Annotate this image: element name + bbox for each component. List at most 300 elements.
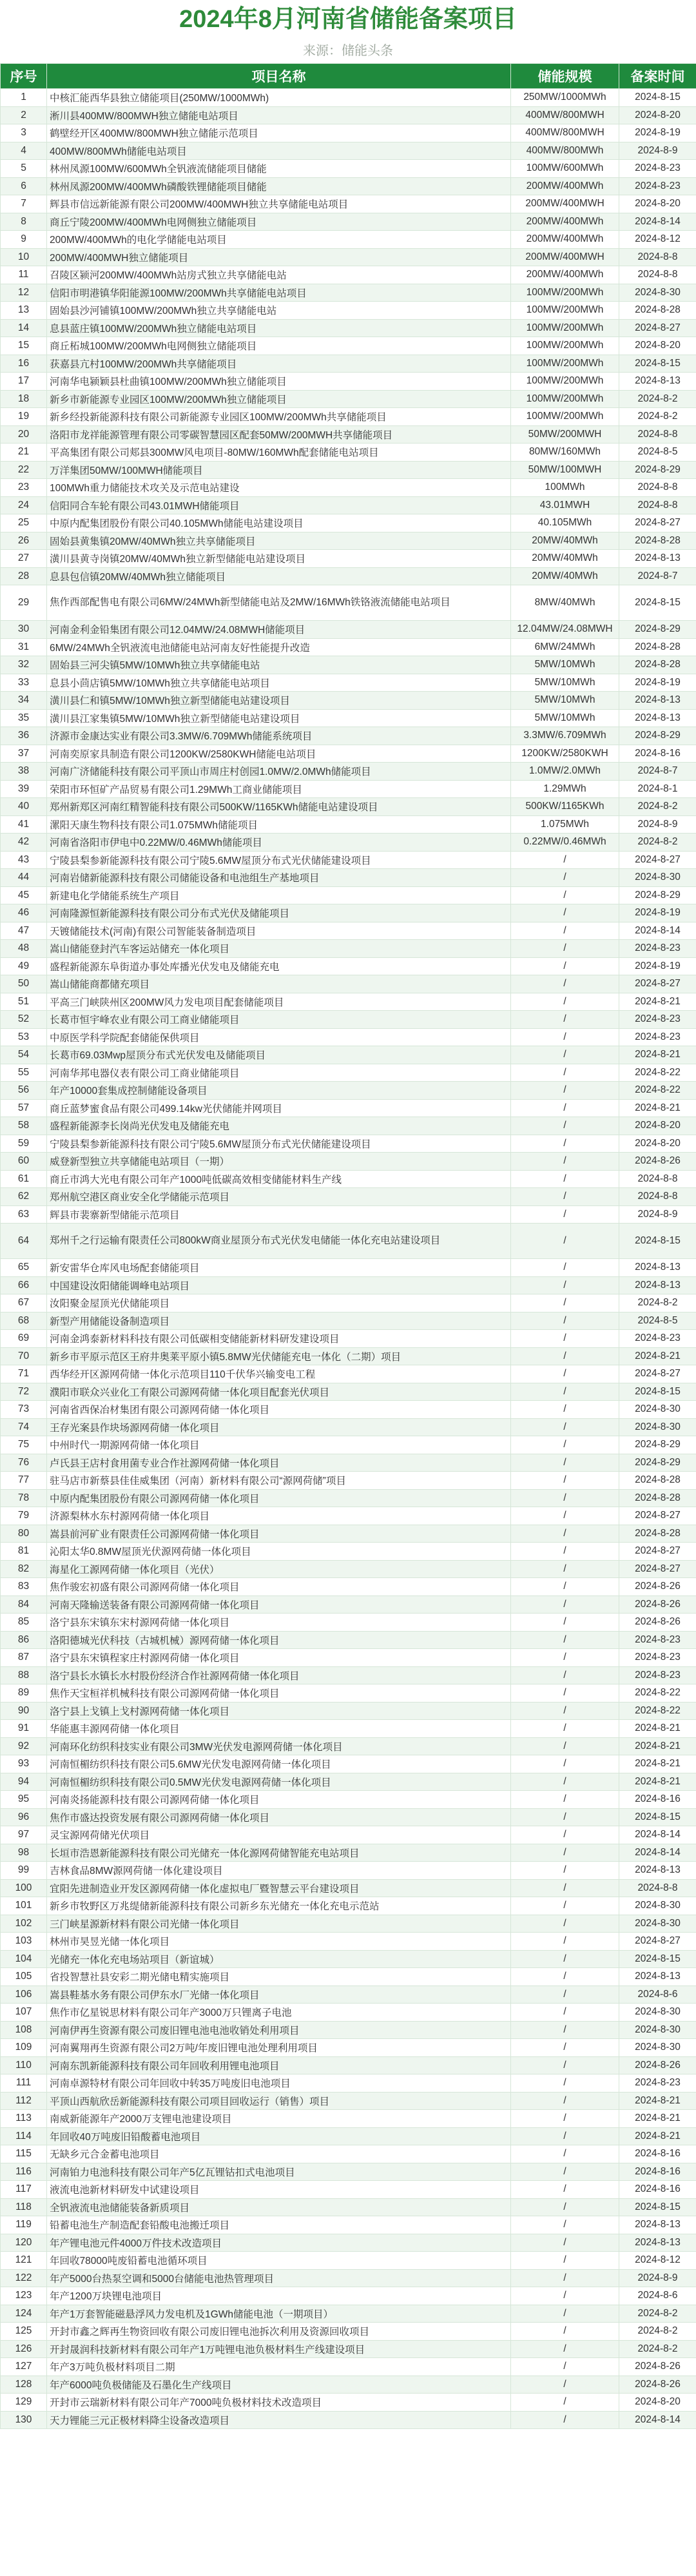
row-storage-scale: 0.22MW/0.46MWh: [511, 834, 619, 852]
row-index: 56: [1, 1082, 47, 1100]
table-row: [1, 496, 696, 514]
row-filing-date: 2024-8-21: [619, 1046, 696, 1064]
row-index: 110: [1, 2056, 47, 2074]
row-index: 81: [1, 1543, 47, 1561]
row-project-name: 漯阳天康生物科技有限公司1.075MWh储能项目: [47, 815, 511, 834]
table-row: [1, 1525, 696, 1543]
row-index: 103: [1, 1933, 47, 1951]
table-row: [1, 514, 696, 532]
table-row: [1, 2340, 696, 2358]
table-row: [1, 1347, 696, 1365]
table-row: [1, 195, 696, 213]
row-index: 24: [1, 496, 47, 514]
row-project-name: 辉县市裴寨新型储能示范项目: [47, 1205, 511, 1224]
header-row: [1, 64, 696, 89]
row-storage-scale: 100MW/200MWh: [511, 284, 619, 302]
row-project-name: 新乡市牧野区万兆缇储新能源科技有限公司新乡东光储充一体化充电示范站: [47, 1897, 511, 1915]
row-filing-date: 2024-8-15: [619, 2198, 696, 2216]
table-row: [1, 851, 696, 869]
row-filing-date: 2024-8-2: [619, 2323, 696, 2341]
row-index: 108: [1, 2021, 47, 2039]
row-project-name: 荣阳市环恒矿产品贸易有限公司1.29MWh工商业储能项目: [47, 780, 511, 798]
row-filing-date: 2024-8-27: [619, 1543, 696, 1561]
table-row: [1, 319, 696, 337]
table-row: [1, 1986, 696, 2004]
table-row: [1, 373, 696, 391]
row-filing-date: 2024-8-23: [619, 940, 696, 958]
row-project-name: 开封市鑫之辉再生物资回收有限公司废旧锂电池拆次利用及资源回收项目: [47, 2323, 511, 2341]
row-project-name: 长垣市浩恩新能源科技有限公司光储充一体化源网荷储智能充电站项目: [47, 1844, 511, 1862]
row-filing-date: 2024-8-2: [619, 390, 696, 408]
row-filing-date: 2024-8-30: [619, 2021, 696, 2039]
row-storage-scale: 200MW/400MWH: [511, 195, 619, 213]
row-filing-date: 2024-8-30: [619, 1915, 696, 1933]
row-storage-scale: 100MWh: [511, 479, 619, 497]
table-row: [1, 213, 696, 231]
row-index: 90: [1, 1702, 47, 1720]
row-project-name: 年产10000套集成控制储能设备项目: [47, 1082, 511, 1100]
table-row: [1, 1454, 696, 1472]
table-row: [1, 585, 696, 621]
table-row: [1, 869, 696, 887]
table-row: [1, 284, 696, 302]
row-filing-date: 2024-8-20: [619, 195, 696, 213]
row-index: 48: [1, 940, 47, 958]
table-row: [1, 2056, 696, 2074]
table-row: [1, 1082, 696, 1100]
row-filing-date: 2024-8-29: [619, 621, 696, 639]
row-project-name: 平高集团有限公司郏县300MW风电项目-80MW/160MWh配套储能电站项目: [47, 444, 511, 462]
row-storage-scale: 400MW/800MWH: [511, 106, 619, 124]
row-filing-date: 2024-8-28: [619, 532, 696, 550]
row-storage-scale: /: [511, 1276, 619, 1294]
table-row: [1, 2323, 696, 2341]
row-filing-date: 2024-8-20: [619, 2394, 696, 2412]
row-storage-scale: /: [511, 1205, 619, 1224]
row-storage-scale: /: [511, 2216, 619, 2234]
row-storage-scale: /: [511, 1365, 619, 1383]
row-project-name: 铅蓄电池生产制造配套铅酸电池搬迁项目: [47, 2216, 511, 2234]
row-project-name: 华能惠丰源网荷储一体化项目: [47, 1720, 511, 1738]
row-project-name: 三门峡星源新材料有限公司光储一体化项目: [47, 1915, 511, 1933]
row-filing-date: 2024-8-27: [619, 514, 696, 532]
row-storage-scale: 5MW/10MWh: [511, 674, 619, 692]
row-project-name: 河南东凯新能源科技有限公司年回收利用锂电池项目: [47, 2056, 511, 2074]
row-project-name: 洛宁县东宋镇程家庄村源网荷储一体化项目: [47, 1649, 511, 1667]
table-row: [1, 2021, 696, 2039]
table-row: [1, 2004, 696, 2022]
row-project-name: 濮阳市联众兴业化工有限公司源网荷储一体化项目配套光伏项目: [47, 1383, 511, 1401]
row-index: 130: [1, 2411, 47, 2429]
table-row: [1, 674, 696, 692]
table-row: [1, 692, 696, 710]
row-project-name: 长葛市恒宇峰农业有限公司工商业储能项目: [47, 1011, 511, 1029]
table-row: [1, 1135, 696, 1153]
row-storage-scale: 200MW/400MWh: [511, 231, 619, 249]
row-index: 21: [1, 444, 47, 462]
table-row: [1, 1773, 696, 1791]
row-index: 78: [1, 1489, 47, 1507]
row-index: 77: [1, 1472, 47, 1490]
row-index: 69: [1, 1330, 47, 1348]
row-index: 126: [1, 2340, 47, 2358]
row-storage-scale: /: [511, 2163, 619, 2181]
row-filing-date: 2024-8-20: [619, 337, 696, 355]
row-filing-date: 2024-8-27: [619, 1933, 696, 1951]
row-project-name: 王存光案县作块场源网荷储一体化项目: [47, 1418, 511, 1436]
row-project-name: 洛宁县长水镇长水村股份经济合作社源网荷储一体化项目: [47, 1666, 511, 1684]
row-index: 117: [1, 2181, 47, 2199]
row-index: 44: [1, 869, 47, 887]
row-project-name: 无缺乡元合金蓄电池项目: [47, 2145, 511, 2163]
row-index: 73: [1, 1401, 47, 1419]
row-project-name: 河南金利金铅集团有限公司12.04MW/24.08MWH储能项目: [47, 621, 511, 639]
table-row: [1, 2216, 696, 2234]
row-storage-scale: /: [511, 2234, 619, 2252]
row-storage-scale: /: [511, 2411, 619, 2429]
row-filing-date: 2024-8-21: [619, 1773, 696, 1791]
row-filing-date: 2024-8-26: [619, 2376, 696, 2394]
table-row: [1, 975, 696, 993]
row-project-name: 洛阳市龙祥能源管理有限公司零碳智慧园区配套50MW/200MWH共享储能项目: [47, 425, 511, 444]
row-filing-date: 2024-8-14: [619, 213, 696, 231]
row-filing-date: 2024-8-22: [619, 1082, 696, 1100]
row-storage-scale: /: [511, 2127, 619, 2145]
row-storage-scale: /: [511, 1560, 619, 1578]
page-title: 2024年8月河南省储能备案项目: [179, 6, 517, 33]
row-storage-scale: /: [511, 940, 619, 958]
row-project-name: 焦作市亿星锐思材料有限公司年产3000万只锂离子电池: [47, 2004, 511, 2022]
row-index: 120: [1, 2234, 47, 2252]
row-project-name: 鹤壁经开区400MW/800MWH独立储能示范项目: [47, 124, 511, 142]
row-project-name: 年产1200万块锂电池项目: [47, 2287, 511, 2305]
table-row: [1, 124, 696, 142]
row-storage-scale: /: [511, 1418, 619, 1436]
row-project-name: 河南炎扬能源科技有限公司源网荷储一体化项目: [47, 1791, 511, 1809]
row-storage-scale: /: [511, 1844, 619, 1862]
table-row: [1, 993, 696, 1011]
row-project-name: 信阳同合车轮有限公司43.01MWH储能项目: [47, 496, 511, 514]
table-row: [1, 1011, 696, 1029]
row-project-name: 潢川县江家集镇5MW/10MWh独立新型储能电站建设项目: [47, 709, 511, 727]
row-project-name: 中核汇能西华县独立储能项目(250MW/1000MWh): [47, 89, 511, 107]
row-index: 94: [1, 1773, 47, 1791]
row-storage-scale: 50MW/100MWH: [511, 461, 619, 479]
table-row: [1, 1365, 696, 1383]
row-storage-scale: /: [511, 1170, 619, 1188]
table-row: [1, 408, 696, 426]
row-filing-date: 2024-8-28: [619, 638, 696, 656]
row-filing-date: 2024-8-21: [619, 1099, 696, 1117]
row-filing-date: 2024-8-23: [619, 1649, 696, 1667]
table-header: [1, 64, 696, 89]
table-row: [1, 567, 696, 585]
row-index: 30: [1, 621, 47, 639]
table-row: [1, 1401, 696, 1419]
header-project-name: 项目名称: [47, 64, 511, 89]
row-filing-date: 2024-8-27: [619, 851, 696, 869]
row-index: 57: [1, 1099, 47, 1117]
row-filing-date: 2024-8-2: [619, 834, 696, 852]
row-index: 115: [1, 2145, 47, 2163]
row-filing-date: 2024-8-5: [619, 1312, 696, 1330]
row-index: 22: [1, 461, 47, 479]
row-storage-scale: 20MW/40MWh: [511, 550, 619, 568]
row-storage-scale: 40.105MWh: [511, 514, 619, 532]
row-index: 127: [1, 2358, 47, 2376]
table-row: [1, 2411, 696, 2429]
row-storage-scale: /: [511, 2110, 619, 2128]
row-storage-scale: 1200KW/2580KWH: [511, 745, 619, 763]
row-index: 1: [1, 89, 47, 107]
row-index: 10: [1, 248, 47, 266]
row-filing-date: 2024-8-7: [619, 567, 696, 585]
table-row: [1, 1950, 696, 1968]
row-index: 8: [1, 213, 47, 231]
row-storage-scale: 100MW/200MWh: [511, 373, 619, 391]
row-filing-date: 2024-8-8: [619, 425, 696, 444]
row-storage-scale: /: [511, 1897, 619, 1915]
table-row: [1, 1507, 696, 1525]
row-index: 17: [1, 373, 47, 391]
row-storage-scale: /: [511, 869, 619, 887]
row-project-name: 洛阳德城光伏科技（古城机械）源网荷储一体化项目: [47, 1631, 511, 1649]
table-row: [1, 656, 696, 674]
row-project-name: 省投智慧社县安彩二期光储电精实施项目: [47, 1968, 511, 1986]
row-filing-date: 2024-8-23: [619, 1666, 696, 1684]
row-filing-date: 2024-8-19: [619, 124, 696, 142]
row-filing-date: 2024-8-13: [619, 550, 696, 568]
row-index: 25: [1, 514, 47, 532]
table-row: [1, 1170, 696, 1188]
row-project-name: 年产6000吨负极储能及石墨化生产线项目: [47, 2376, 511, 2394]
row-project-name: 新乡市平原示范区王府井奥莱平原小镇5.8MW光伏储能充电一体化（二期）项目: [47, 1347, 511, 1365]
row-project-name: 河南华邦电器仪表有限公司工商业储能项目: [47, 1064, 511, 1082]
row-filing-date: 2024-8-26: [619, 1614, 696, 1632]
row-project-name: 河南铂力电池科技有限公司年产5亿瓦锂钴扣式电池项目: [47, 2163, 511, 2181]
row-index: 55: [1, 1064, 47, 1082]
row-project-name: 南威新能源年产2000万支锂电池建设项目: [47, 2110, 511, 2128]
table-row: [1, 479, 696, 497]
table-row: [1, 2287, 696, 2305]
row-filing-date: 2024-8-8: [619, 248, 696, 266]
row-storage-scale: /: [511, 886, 619, 904]
row-index: 59: [1, 1135, 47, 1153]
row-index: 12: [1, 284, 47, 302]
row-storage-scale: /: [511, 2181, 619, 2199]
row-index: 68: [1, 1312, 47, 1330]
row-index: 23: [1, 479, 47, 497]
table-row: [1, 89, 696, 107]
row-storage-scale: /: [511, 1791, 619, 1809]
row-index: 89: [1, 1684, 47, 1703]
row-index: 86: [1, 1631, 47, 1649]
row-project-name: 林州市昊昱光储一体化项目: [47, 1933, 511, 1951]
row-filing-date: 2024-8-9: [619, 815, 696, 834]
table-row: [1, 532, 696, 550]
table-row: [1, 834, 696, 852]
row-storage-scale: /: [511, 1135, 619, 1153]
table-row: [1, 1383, 696, 1401]
table-row: [1, 355, 696, 373]
row-project-name: 盛程新能源东阜街道办事处库播光伏发电及储能充电: [47, 957, 511, 975]
row-filing-date: 2024-8-27: [619, 319, 696, 337]
row-project-name: 河南省西保冶材集团有限公司源网荷储一体化项目: [47, 1401, 511, 1419]
row-project-name: 平高三门峡陕州区200MW风力发电项目配套储能项目: [47, 993, 511, 1011]
row-filing-date: 2024-8-1: [619, 780, 696, 798]
row-filing-date: 2024-8-7: [619, 763, 696, 781]
row-project-name: 息县小茴店镇5MW/10MWh独立共享储能电站项目: [47, 674, 511, 692]
table-row: [1, 709, 696, 727]
row-filing-date: 2024-8-27: [619, 975, 696, 993]
row-project-name: 400MW/800MWh储能电站项目: [47, 142, 511, 160]
table-row: [1, 745, 696, 763]
row-storage-scale: 3.3MW/6.709MWh: [511, 727, 619, 745]
row-storage-scale: /: [511, 1188, 619, 1206]
table-row: [1, 1826, 696, 1844]
row-storage-scale: 200MW/400MWh: [511, 177, 619, 195]
table-row: [1, 1099, 696, 1117]
row-project-name: 吉林食品8MW源网荷储一体化建设项目: [47, 1862, 511, 1880]
row-storage-scale: 20MW/40MWh: [511, 532, 619, 550]
row-project-name: 中原内配集团股份有限公司40.105MWh储能电站建设项目: [47, 514, 511, 532]
row-index: 18: [1, 390, 47, 408]
row-project-name: 光储充一体化充电场站项目（新谊城）: [47, 1950, 511, 1968]
row-filing-date: 2024-8-16: [619, 745, 696, 763]
row-storage-scale: /: [511, 1915, 619, 1933]
row-filing-date: 2024-8-29: [619, 727, 696, 745]
table-row: [1, 763, 696, 781]
row-project-name: 淅川县400MW/800MWH独立储能电站项目: [47, 106, 511, 124]
row-storage-scale: 200MW/400MWH: [511, 248, 619, 266]
row-filing-date: 2024-8-22: [619, 1684, 696, 1703]
table-row: [1, 638, 696, 656]
row-project-name: 信阳市明港镇华阳能源100MW/200MWh共享储能电站项目: [47, 284, 511, 302]
table-row: [1, 1578, 696, 1596]
table-row: [1, 1684, 696, 1703]
row-project-name: 200MW/400MWH独立储能项目: [47, 248, 511, 266]
row-project-name: 郑州千之行运输有限责任公司800kW商业屋顶分布式光伏发电储能一体化充电站建设项目: [47, 1224, 511, 1259]
row-storage-scale: 1.29MWh: [511, 780, 619, 798]
row-index: 29: [1, 585, 47, 621]
row-index: 3: [1, 124, 47, 142]
row-storage-scale: /: [511, 1578, 619, 1596]
row-storage-scale: 200MW/400MWh: [511, 213, 619, 231]
row-index: 119: [1, 2216, 47, 2234]
row-filing-date: 2024-8-16: [619, 2163, 696, 2181]
row-index: 100: [1, 1879, 47, 1897]
row-storage-scale: /: [511, 1986, 619, 2004]
row-index: 85: [1, 1614, 47, 1632]
row-storage-scale: /: [511, 1826, 619, 1844]
row-index: 47: [1, 922, 47, 940]
row-project-name: 宜阳先进制造业开发区源网荷储一体化虚拟电厂暨智慧云平台建设项目: [47, 1879, 511, 1897]
row-index: 35: [1, 709, 47, 727]
table-row: [1, 1489, 696, 1507]
row-project-name: 中国建设汝阳储能调峰电站项目: [47, 1276, 511, 1294]
row-filing-date: 2024-8-26: [619, 1153, 696, 1171]
row-project-name: 100MWh重力储能技术攻关及示范电站建设: [47, 479, 511, 497]
row-filing-date: 2024-8-20: [619, 1135, 696, 1153]
row-index: 34: [1, 692, 47, 710]
row-filing-date: 2024-8-23: [619, 1028, 696, 1046]
row-storage-scale: /: [511, 1595, 619, 1614]
row-project-name: 河南环化纺织科技实业有限公司3MW光伏发电源网荷储一体化项目: [47, 1737, 511, 1755]
row-storage-scale: 400MW/800MWh: [511, 142, 619, 160]
table-row: [1, 1330, 696, 1348]
row-index: 19: [1, 408, 47, 426]
row-project-name: 宁陵县梨参新能源科技有限公司宁陵5.6MW屋顶分布式光伏储能建设项目: [47, 851, 511, 869]
row-storage-scale: /: [511, 2287, 619, 2305]
table-row: [1, 886, 696, 904]
row-index: 28: [1, 567, 47, 585]
row-filing-date: 2024-8-5: [619, 444, 696, 462]
row-project-name: 嵩县前河矿业有限责任公司源网荷储一体化项目: [47, 1525, 511, 1543]
row-index: 62: [1, 1188, 47, 1206]
row-storage-scale: /: [511, 1968, 619, 1986]
row-filing-date: 2024-8-20: [619, 1117, 696, 1135]
row-project-name: 焦作西部配售电有限公司6MW/24MWh新型储能电站及2MW/16MWh铁铬液流储能电站项目: [47, 585, 511, 621]
table-row: [1, 2074, 696, 2093]
row-index: 71: [1, 1365, 47, 1383]
row-storage-scale: /: [511, 1649, 619, 1667]
row-filing-date: 2024-8-23: [619, 1330, 696, 1348]
row-project-name: 年回收78000吨废铅蓄电池循环项目: [47, 2252, 511, 2270]
row-index: 76: [1, 1454, 47, 1472]
header-index: 序号: [1, 64, 47, 89]
row-filing-date: 2024-8-19: [619, 674, 696, 692]
row-index: 111: [1, 2074, 47, 2093]
row-filing-date: 2024-8-21: [619, 2110, 696, 2128]
row-project-name: 商丘宁陵200MW/400MWh电网侧独立储能项目: [47, 213, 511, 231]
row-filing-date: 2024-8-30: [619, 1418, 696, 1436]
row-filing-date: 2024-8-29: [619, 886, 696, 904]
table-row: [1, 160, 696, 178]
row-index: 124: [1, 2305, 47, 2323]
row-project-name: 中原医学科学院配套储能保供项目: [47, 1028, 511, 1046]
table-row: [1, 1631, 696, 1649]
row-storage-scale: /: [511, 922, 619, 940]
row-project-name: 潢川县仁和镇5MW/10MWh独立新型储能电站建设项目: [47, 692, 511, 710]
row-storage-scale: /: [511, 1472, 619, 1490]
row-index: 32: [1, 656, 47, 674]
row-index: 49: [1, 957, 47, 975]
row-index: 99: [1, 1862, 47, 1880]
row-filing-date: 2024-8-21: [619, 993, 696, 1011]
table-row: [1, 177, 696, 195]
row-storage-scale: /: [511, 1347, 619, 1365]
row-filing-date: 2024-8-23: [619, 2074, 696, 2093]
row-filing-date: 2024-8-30: [619, 2004, 696, 2022]
row-index: 91: [1, 1720, 47, 1738]
row-project-name: 开封市云瑞新材料有限公司年产7000吨负极材料技术改造项目: [47, 2394, 511, 2412]
row-storage-scale: /: [511, 904, 619, 922]
row-project-name: 河南岩储新能源科技有限公司储能设备和电池组生产基地项目: [47, 869, 511, 887]
row-project-name: 天力锂能三元正极材料降尘设备改造项目: [47, 2411, 511, 2429]
table-row: [1, 1117, 696, 1135]
row-storage-scale: 200MW/400MWh: [511, 266, 619, 284]
row-project-name: 河南恒楣纺织科技有限公司0.5MW光伏发电源网荷储一体化项目: [47, 1773, 511, 1791]
row-filing-date: 2024-8-15: [619, 585, 696, 621]
row-index: 33: [1, 674, 47, 692]
row-filing-date: 2024-8-16: [619, 2145, 696, 2163]
row-project-name: 长葛市69.03Mwp屋顶分布式光伏发电及储能项目: [47, 1046, 511, 1064]
row-index: 128: [1, 2376, 47, 2394]
table-row: [1, 904, 696, 922]
row-storage-scale: /: [511, 1666, 619, 1684]
row-project-name: 获嘉县亢村100MW/200MWh共享储能项目: [47, 355, 511, 373]
row-storage-scale: /: [511, 1614, 619, 1632]
